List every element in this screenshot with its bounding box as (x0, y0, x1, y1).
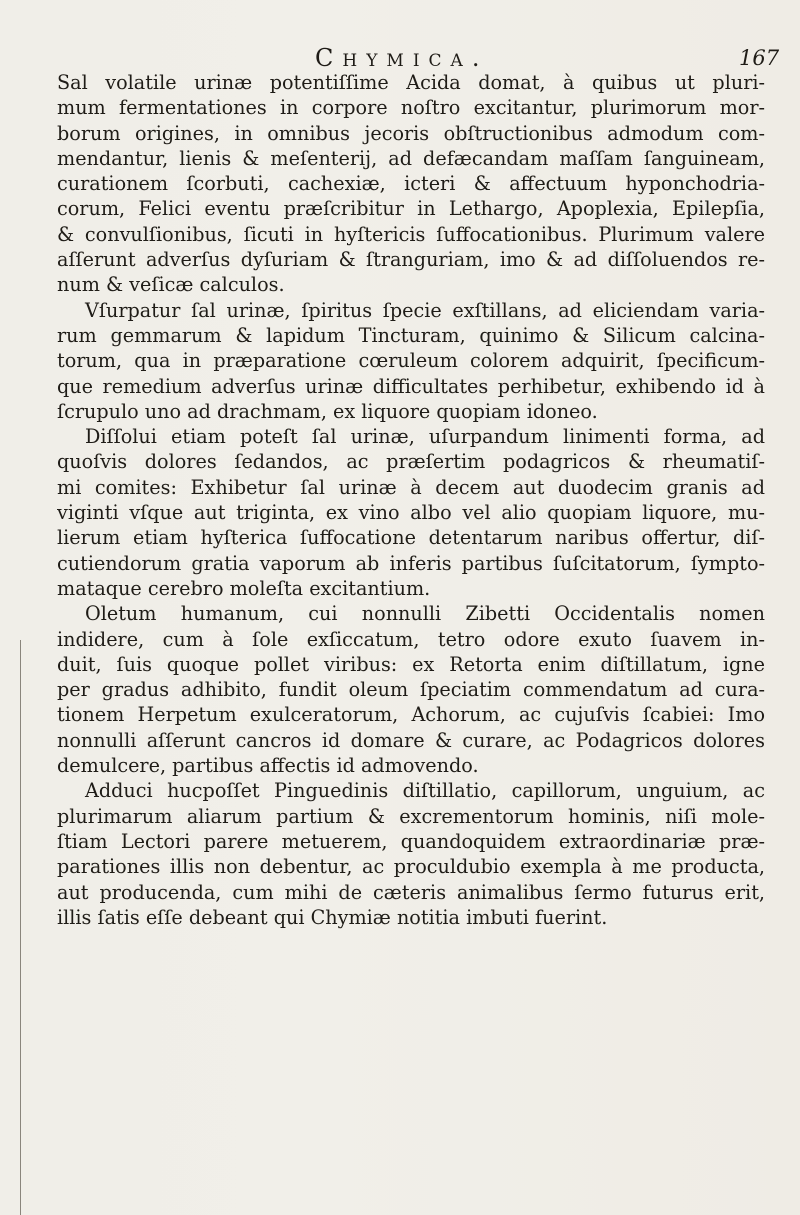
page-edge-line (20, 640, 21, 1215)
body-text (57, 70, 765, 930)
paragraph-start: Oletum humanum, cui nonnulli Zibetti Occidentalis nomen (85, 602, 765, 626)
text-line: borum origines, in omnibus jecoris obſtructionibus admodum com- (57, 121, 765, 145)
text-line: plurimarum aliarum partium & excrementorum hominis, niſi mole- (57, 804, 765, 828)
paragraph-start: Vſurpatur ſal urinæ, ſpiritus ſpecie exſtillans, ad eliciendam varia- (85, 298, 765, 322)
text-line: aſſerunt adverſus dyſuriam & ſtranguriam, imo & ad diſſoluendos re- (57, 248, 765, 272)
text-line: quoſvis dolores ſedandos, ac præſertim podagricos & rheumatiſ- (57, 450, 765, 474)
page-number: 167 (739, 46, 780, 70)
text-line: que remedium adverſus urinæ difficultates perhibetur, exhibendo id à (57, 374, 765, 398)
text-line: nonnulli aſſerunt cancros id domare & curare, ac Podagricos dolores (57, 728, 765, 752)
text-line: indidere, cum à ſole exſiccatum, tetro odore exuto ſuavem in- (57, 627, 765, 651)
text-line: aut producenda, cum mihi de cæteris animalibus ſermo futurus erit, (57, 880, 765, 904)
text-line: corum, Felici eventu præſcribitur in Lethargo, Apoplexia, Epilepſia, (57, 197, 765, 221)
running-head: Chymica. (315, 44, 489, 72)
text-line: Sal volatile urinæ potentiſſime Acida domat, à quibus ut pluri- (57, 71, 765, 94)
text-line: num & veſicæ calculos. (57, 273, 285, 297)
text-line: demulcere, partibus affectis id admovendo. (57, 754, 479, 778)
text-line: tionem Herpetum exulceratorum, Achorum, ac cujuſvis ſcabiei: Imo (57, 703, 765, 727)
text-line: mataque cerebro moleſta excitantium. (57, 576, 431, 600)
text-line: per gradus adhibito, fundit oleum ſpeciatim commendatum ad cura- (57, 678, 765, 702)
text-line: mum fermentationes in corpore noſtro excitantur, plurimorum mor- (57, 96, 765, 120)
text-line: torum, qua in præparatione cœruleum colorem adquirit, ſpecificum- (57, 349, 765, 373)
text-line: duit, ſuis quoque pollet viribus: ex Retorta enim diſtillatum, igne (57, 652, 765, 676)
text-line: parationes illis non debentur, ac proculdubio exempla à me producta, (57, 855, 765, 879)
text-line: illis ſatis eſſe debeant qui Chymiæ notitia imbuti fuerint. (57, 905, 608, 929)
text-line: mendantur, lienis & meſenterij, ad defæcandam maſſam ſanguineam, (57, 146, 765, 170)
text-line: rum gemmarum & lapidum Tincturam, quinimo & Silicum calcina- (57, 323, 765, 347)
text-line: mi comites: Exhibetur ſal urinæ à decem aut duodecim granis ad (57, 475, 765, 499)
text-line: cutiendorum gratia vaporum ab inferis partibus ſuſcitatorum, ſympto- (57, 551, 765, 575)
paragraph-start: Adduci hucpoſſet Pinguedinis diſtillatio, capillorum, unguium, ac (85, 779, 765, 803)
text-line: ſtiam Lectori parere metuerem, quandoquidem extraordinariæ præ- (57, 829, 765, 853)
text-line: lierum etiam hyſterica ſuffocatione detentarum naribus offertur, diſ- (57, 526, 765, 550)
paragraph-start: Diſſolui etiam poteſt ſal urinæ, uſurpandum linimenti forma, ad (85, 425, 765, 449)
text-line: curationem ſcorbuti, cachexiæ, icteri & affectuum hyponchodria- (57, 172, 765, 196)
text-line: viginti vſque aut triginta, ex vino albo vel alio quopiam liquore, mu- (57, 501, 765, 525)
text-line: ſcrupulo uno ad drachmam, ex liquore quopiam idoneo. (57, 399, 598, 423)
text-line: & convulſionibus, ſicuti in hyſtericis ſuffocationibus. Plurimum valere (57, 222, 765, 246)
